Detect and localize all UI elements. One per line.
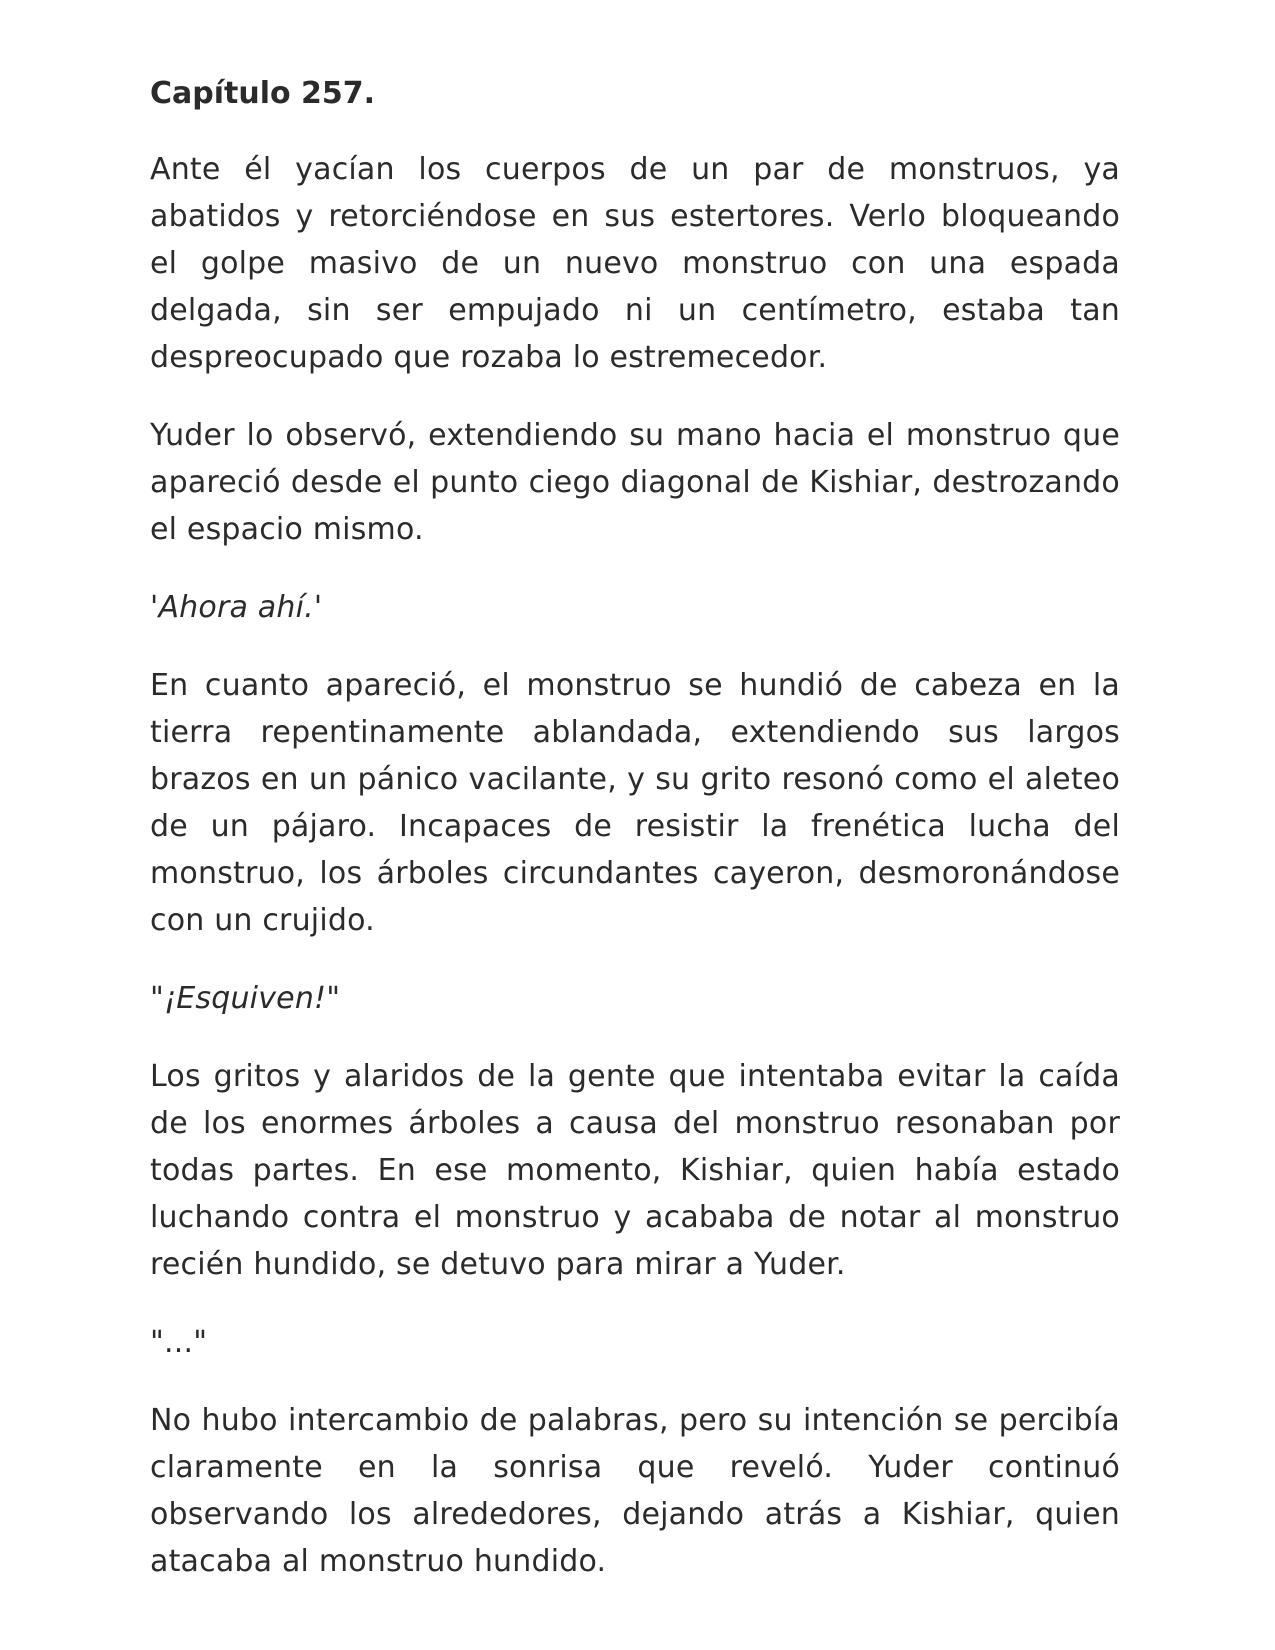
chapter-title: Capítulo 257. xyxy=(150,76,376,111)
paragraph: En cuanto apareció, el monstruo se hundió de cabeza en la tierra repentinamente ablandada, extendiendo sus largos brazos en un pánico vacilante, y su grito resonó como el aleteo de un pájaro. Incapaces de resistir la frenética lucha del monstruo, los árboles circundantes cayeron, desmoronándose con un crujido. xyxy=(150,668,1120,938)
thought-line: 'Ahora ahí.' xyxy=(150,590,323,625)
paragraph: Los gritos y alaridos de la gente que intentaba evitar la caída de los enormes árboles a causa del monstruo resonaban por todas partes. En ese momento, Kishiar, quien había estado luchando contra el monstruo y acababa de notar al monstruo recién hundido, se detuvo para mirar a Yuder. xyxy=(150,1059,1120,1282)
paragraph: Yuder lo observó, extendiendo su mano hacia el monstruo que apareció desde el punto ciego diagonal de Kishiar, destrozando el espacio mismo. xyxy=(150,418,1120,547)
document-page xyxy=(150,72,1120,1616)
paragraph: No hubo intercambio de palabras, pero su intención se percibía claramente en la sonrisa que reveló. Yuder continuó observando los alrededores, dejando atrás a Kishiar, quien atacaba al monstruo hundido. xyxy=(150,1403,1120,1579)
dialogue-line: "¡Esquiven!" xyxy=(150,981,341,1016)
paragraph: Ante él yacían los cuerpos de un par de monstruos, ya abatidos y retorciéndose en sus estertores. Verlo bloqueando el golpe masivo de un nuevo monstruo con una espada delgada, sin ser empujado ni un centímetro, estaba tan despreocupado que rozaba lo estremecedor. xyxy=(150,152,1120,375)
dialogue-line: "..." xyxy=(150,1325,208,1360)
